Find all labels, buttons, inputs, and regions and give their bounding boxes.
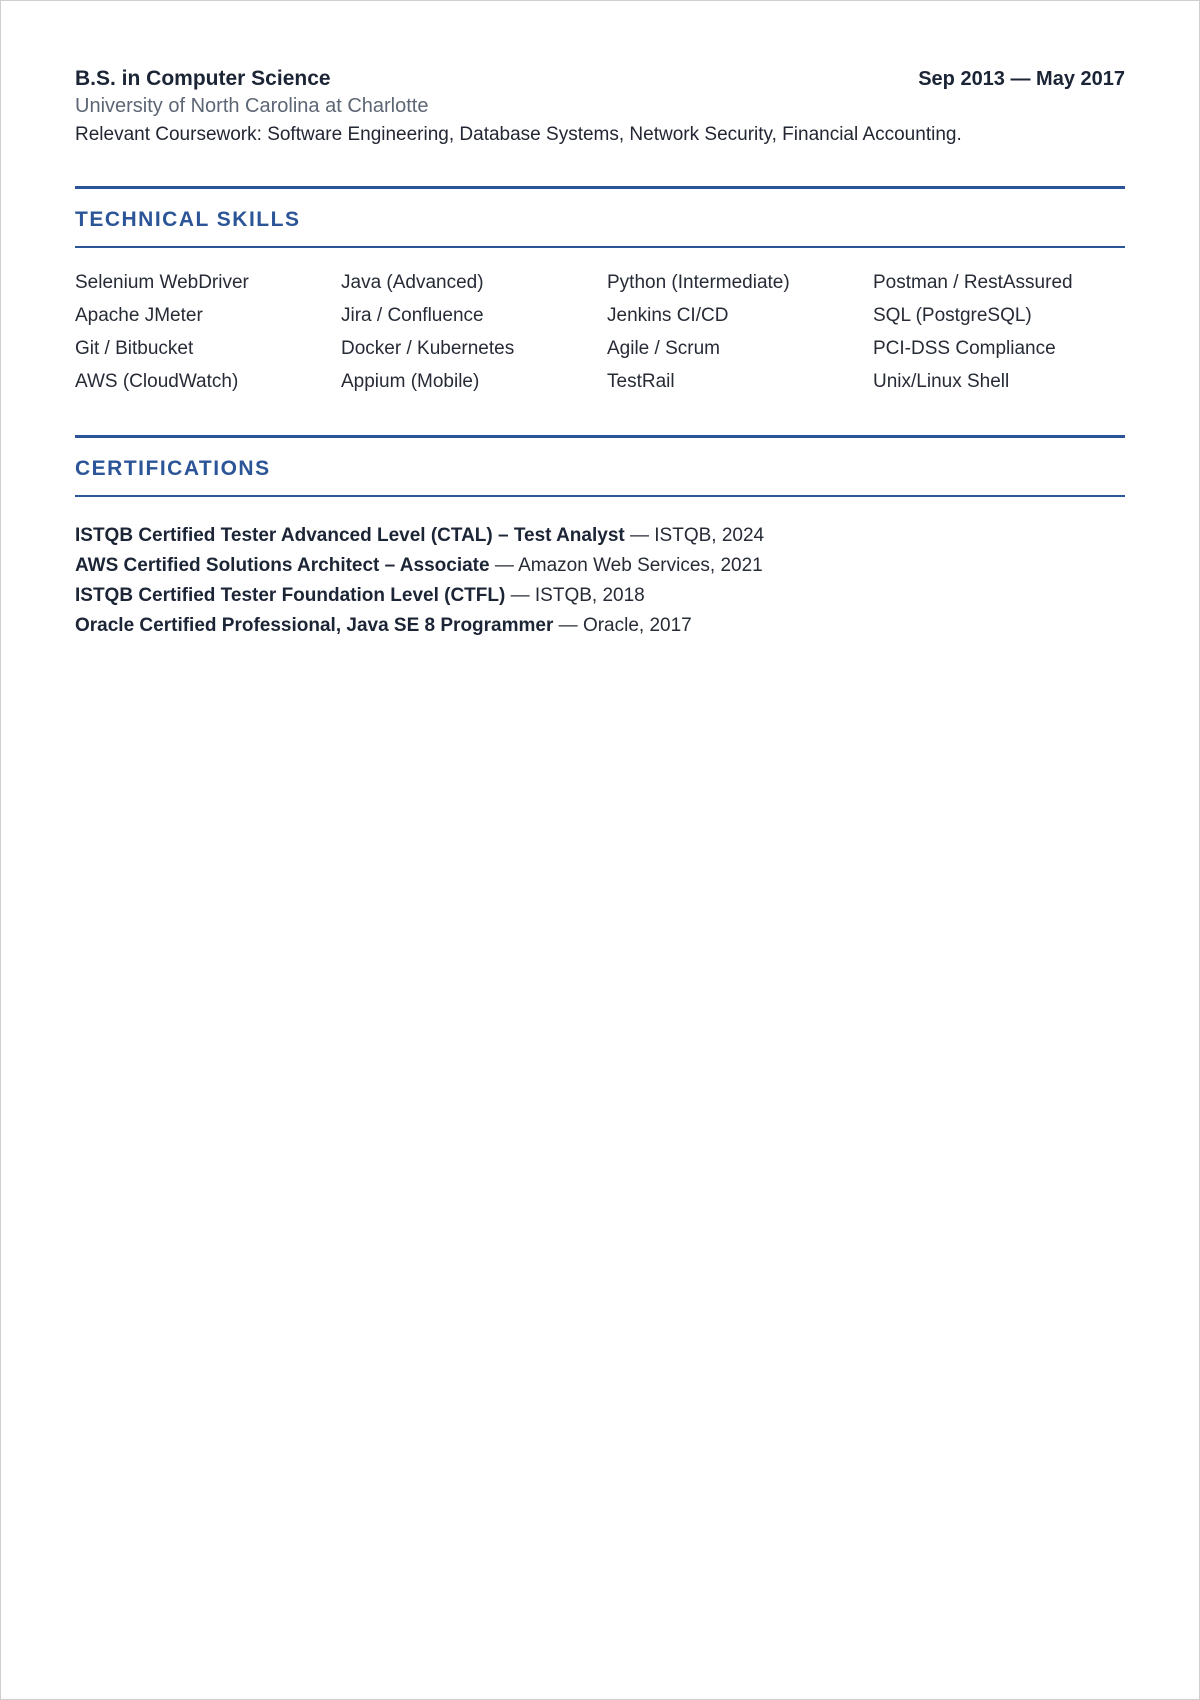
skill-item: SQL (PostgreSQL) <box>873 305 1032 326</box>
school-name: University of North Carolina at Charlotte <box>75 95 429 117</box>
degree-title: B.S. in Computer Science <box>75 67 331 90</box>
skill-item: Apache JMeter <box>75 305 203 326</box>
skill-item: Selenium WebDriver <box>75 272 249 293</box>
skill-item: Appium (Mobile) <box>341 371 480 392</box>
certifications-section <box>75 435 1125 641</box>
section-title-certifications: CERTIFICATIONS <box>75 457 271 480</box>
certification-item <box>75 581 1125 611</box>
skills-grid <box>75 271 1125 393</box>
certification-issuer: — Oracle, 2017 <box>553 615 692 636</box>
skill-item: Git / Bitbucket <box>75 338 194 359</box>
section-divider <box>75 246 1125 248</box>
certification-issuer: — Amazon Web Services, 2021 <box>489 555 763 576</box>
certification-name: ISTQB Certified Tester Foundation Level (CTFL) <box>75 585 506 606</box>
skill-item: Docker / Kubernetes <box>341 338 515 359</box>
certification-item <box>75 521 1125 551</box>
section-title-technical-skills: TECHNICAL SKILLS <box>75 208 301 231</box>
education-dates: Sep 2013 — May 2017 <box>918 68 1125 90</box>
skill-item: Java (Advanced) <box>341 272 484 293</box>
skill-item: Unix/Linux Shell <box>873 371 1010 392</box>
skill-item: Jenkins CI/CD <box>607 305 729 326</box>
skill-item: Python (Intermediate) <box>607 272 790 293</box>
skill-item: Agile / Scrum <box>607 338 720 359</box>
education-entry <box>75 67 1125 146</box>
certification-issuer: — ISTQB, 2018 <box>505 585 645 606</box>
coursework-text: Relevant Coursework: Software Engineering, Database Systems, Network Security, Financial Accounting. <box>75 124 962 145</box>
certification-name: AWS Certified Solutions Architect – Associate <box>75 555 490 576</box>
skill-item: AWS (CloudWatch) <box>75 371 239 392</box>
certification-name: Oracle Certified Professional, Java SE 8 Programmer <box>75 615 554 636</box>
certification-list <box>75 521 1125 641</box>
skill-item: TestRail <box>607 371 675 392</box>
skill-item: Jira / Confluence <box>341 305 484 326</box>
section-divider <box>75 495 1125 497</box>
certification-issuer: — ISTQB, 2024 <box>624 525 765 546</box>
skill-item: Postman / RestAssured <box>873 272 1073 293</box>
certification-item <box>75 611 1125 641</box>
technical-skills-section <box>75 186 1125 393</box>
skill-item: PCI-DSS Compliance <box>873 338 1056 359</box>
education-header-row <box>75 67 1125 91</box>
certification-item <box>75 551 1125 581</box>
certification-name: ISTQB Certified Tester Advanced Level (CTAL) – Test Analyst <box>75 525 625 546</box>
